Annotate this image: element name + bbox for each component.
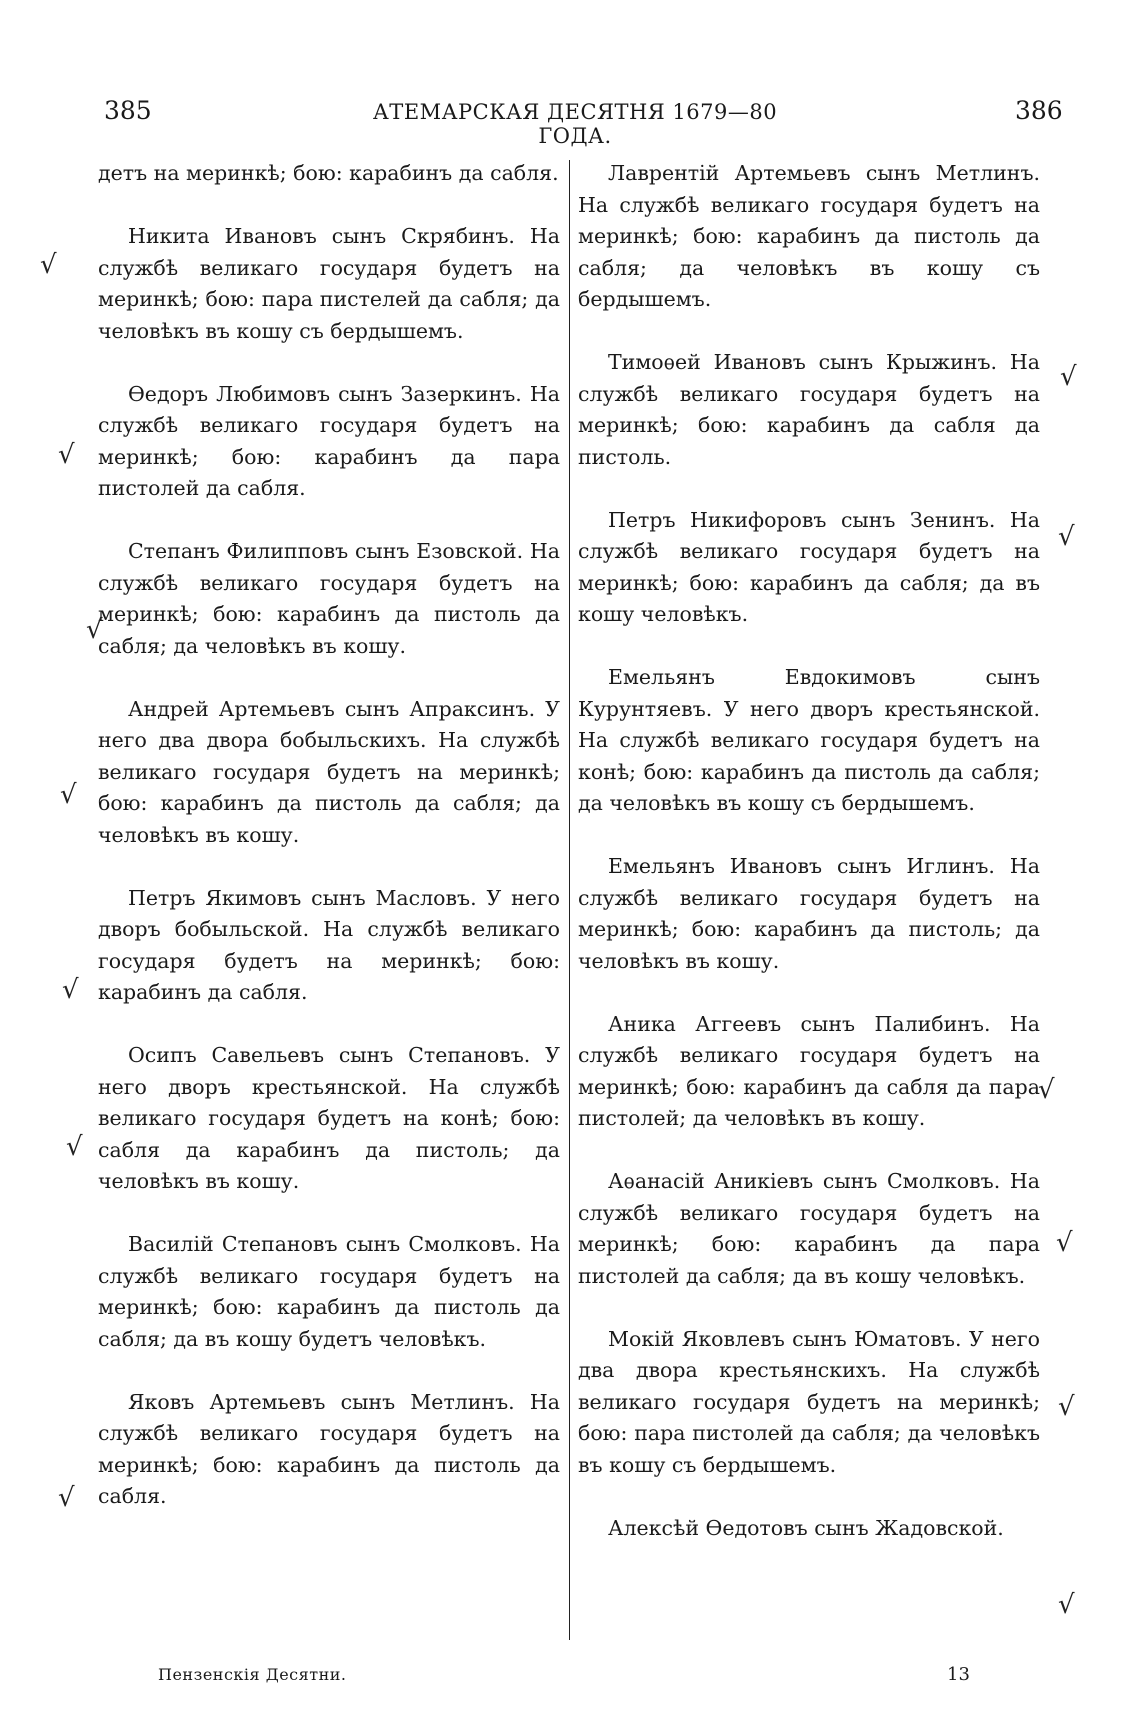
entry [98, 883, 560, 1009]
entry [98, 1229, 560, 1355]
entry-text: На службѣ великаго государя будетъ на меринкѣ; бою: карабинъ да сабля да пистоль. [578, 350, 1040, 469]
entry-text: У него дворъ бобыльской. На службѣ великаго государя будетъ на меринкѣ; бою: карабинъ да сабля. [98, 885, 560, 1004]
entry [98, 1387, 560, 1513]
entry-name: Мокій Яковлевъ сынъ Юматовъ. [608, 1326, 969, 1351]
entry [98, 536, 560, 662]
entry-text: На службѣ великаго государя будетъ на меринкѣ; бою: карабинъ да пистоль да сабля; да въ кошу будетъ человѣкъ. [98, 1232, 560, 1351]
entry-name: Василій Степановъ сынъ Смолковъ. [128, 1232, 530, 1256]
entry [578, 1166, 1040, 1292]
entry-name: Лаврентій Артемьевъ сынъ Метлинъ. [608, 161, 1040, 185]
checkmark-icon: √ [1058, 1590, 1075, 1620]
entry-name: Тимоѳей Ивановъ сынъ Крыжинъ. [608, 350, 1010, 374]
entry-name: Андрей Артемьевъ сынъ Апраксинъ. [128, 696, 546, 721]
checkmark-icon: √ [1060, 362, 1077, 392]
entry [98, 221, 560, 347]
page-number-right: 386 [1015, 96, 1063, 125]
entry-text: На службѣ великаго государя будетъ на меринкѣ; бою: карабинъ да сабля; да въ кошу человѣкъ. [578, 507, 1040, 626]
entry-name: Яковъ Артемьевъ сынъ Метлинъ. [128, 1389, 530, 1414]
entry-text: На службѣ великаго государя будетъ на меринкѣ; бою: карабинъ да пистоль да сабля. [98, 1389, 560, 1508]
checkmark-icon: √ [1058, 1392, 1075, 1422]
entry-text: На службѣ великаго государя будетъ на меринкѣ; бою: карабинъ да сабля да пара пистолей; да человѣкъ въ кошу. [578, 1011, 1040, 1130]
left-column [98, 158, 560, 1544]
entry-text: У него два двора крестьянскихъ. На службѣ великаго государя будетъ на меринкѣ; бою: пара пистолей да сабля; да человѣкъ въ кошу съ бердышемъ. [578, 1326, 1040, 1477]
entry-text: На службѣ великаго государя будетъ на меринкѣ; бою: карабинъ да пара пистолей да сабля. [98, 381, 560, 500]
entry [578, 158, 1040, 316]
entry-text: На службѣ великаго государя будетъ на меринкѣ; бою: карабинъ да пистоль; да человѣкъ въ кошу. [578, 854, 1040, 973]
page-number-left: 385 [104, 96, 152, 125]
entry [98, 379, 560, 505]
checkmark-icon: √ [66, 1132, 83, 1162]
entry-text: На службѣ великаго государя будетъ на меринкѣ; бою: карабинъ да пара пистолей да сабля; да въ кошу человѣкъ. [578, 1169, 1040, 1288]
entry-text: На службѣ великаго государя будетъ на меринкѣ; бою: карабинъ да пистоль да сабля; да человѣкъ въ кошу. [98, 539, 560, 658]
entry-name: Алексѣй Ѳедотовъ сынъ Жадовской. [608, 1515, 1004, 1540]
entry [578, 1009, 1040, 1135]
entry-name: Петръ Якимовъ сынъ Масловъ. [128, 885, 487, 910]
entry-name: Емельянъ Ивановъ сынъ Иглинъ. [608, 854, 1010, 878]
checkmark-icon: √ [62, 975, 79, 1005]
entry [98, 694, 560, 852]
entry [578, 347, 1040, 473]
entry-name: Осипъ Савельевъ сынъ Степановъ. [128, 1043, 546, 1067]
signature-mark: 13 [947, 1664, 970, 1685]
entry-text: детъ на меринкѣ; бою: карабинъ да сабля. [98, 161, 559, 185]
entry-text: На службѣ великаго государя будетъ на меринкѣ; бою: карабинъ да пистоль да сабля; да человѣкъ въ кошу съ бердышемъ. [578, 192, 1040, 311]
checkmark-icon: √ [1058, 522, 1075, 552]
checkmark-icon: √ [60, 780, 77, 810]
entry-text: У него дворъ крестьянской. На службѣ великаго государя будетъ на конѣ; бою: карабинъ да пистоль да сабля; да человѣкъ въ кошу съ бердышемъ. [578, 696, 1040, 815]
column-divider [569, 160, 570, 1640]
entry-name: Аѳанасій Аникіевъ сынъ Смолковъ. [608, 1169, 1010, 1193]
checkmark-icon: √ [1056, 1228, 1073, 1258]
entry [98, 158, 560, 190]
checkmark-icon: √ [40, 250, 57, 280]
entry-name: Емельянъ Евдокимовъ сынъ Курунтяевъ. [578, 665, 1040, 721]
entry-name: Петръ Никифоровъ сынъ Зенинъ. [608, 507, 1010, 532]
entry-text: У него дворъ крестьянской. На службѣ великаго государя будетъ на конѣ; бою: сабля да карабинъ да пистоль; да человѣкъ въ кошу. [98, 1043, 560, 1193]
page-header [0, 96, 1140, 148]
entry-text: У него два двора бобыльскихъ. На службѣ великаго государя будетъ на меринкѣ; бою: карабинъ да пистоль да сабля; да человѣкъ въ кошу. [98, 696, 560, 847]
entry [578, 1324, 1040, 1482]
entry-text: На службѣ великаго государя будетъ на меринкѣ; бою: пара пистелей да сабля; да человѣкъ въ кошу съ бердышемъ. [98, 224, 560, 343]
entry [98, 1040, 560, 1198]
checkmark-icon: √ [1038, 1075, 1055, 1105]
checkmark-icon: √ [58, 1483, 75, 1513]
running-title: АТЕМАРСКАЯ ДЕСЯТНЯ 1679—80 ГОДА. [372, 100, 778, 148]
entry [578, 505, 1040, 631]
entry-name: Ѳедоръ Любимовъ сынъ Зазеркинъ. [128, 381, 530, 406]
entry-name: Степанъ Филипповъ сынъ Езовской. [128, 539, 530, 563]
checkmark-icon: √ [86, 615, 103, 645]
entry [578, 662, 1040, 820]
entry [578, 1513, 1040, 1545]
right-column [578, 158, 1040, 1576]
entry [578, 851, 1040, 977]
entry-name: Никита Ивановъ сынъ Скрябинъ. [128, 224, 530, 248]
entry-name: Аника Аггеевъ сынъ Палибинъ. [608, 1011, 1010, 1036]
footer-title: Пензенскія Десятни. [158, 1665, 347, 1684]
checkmark-icon: √ [58, 440, 75, 470]
